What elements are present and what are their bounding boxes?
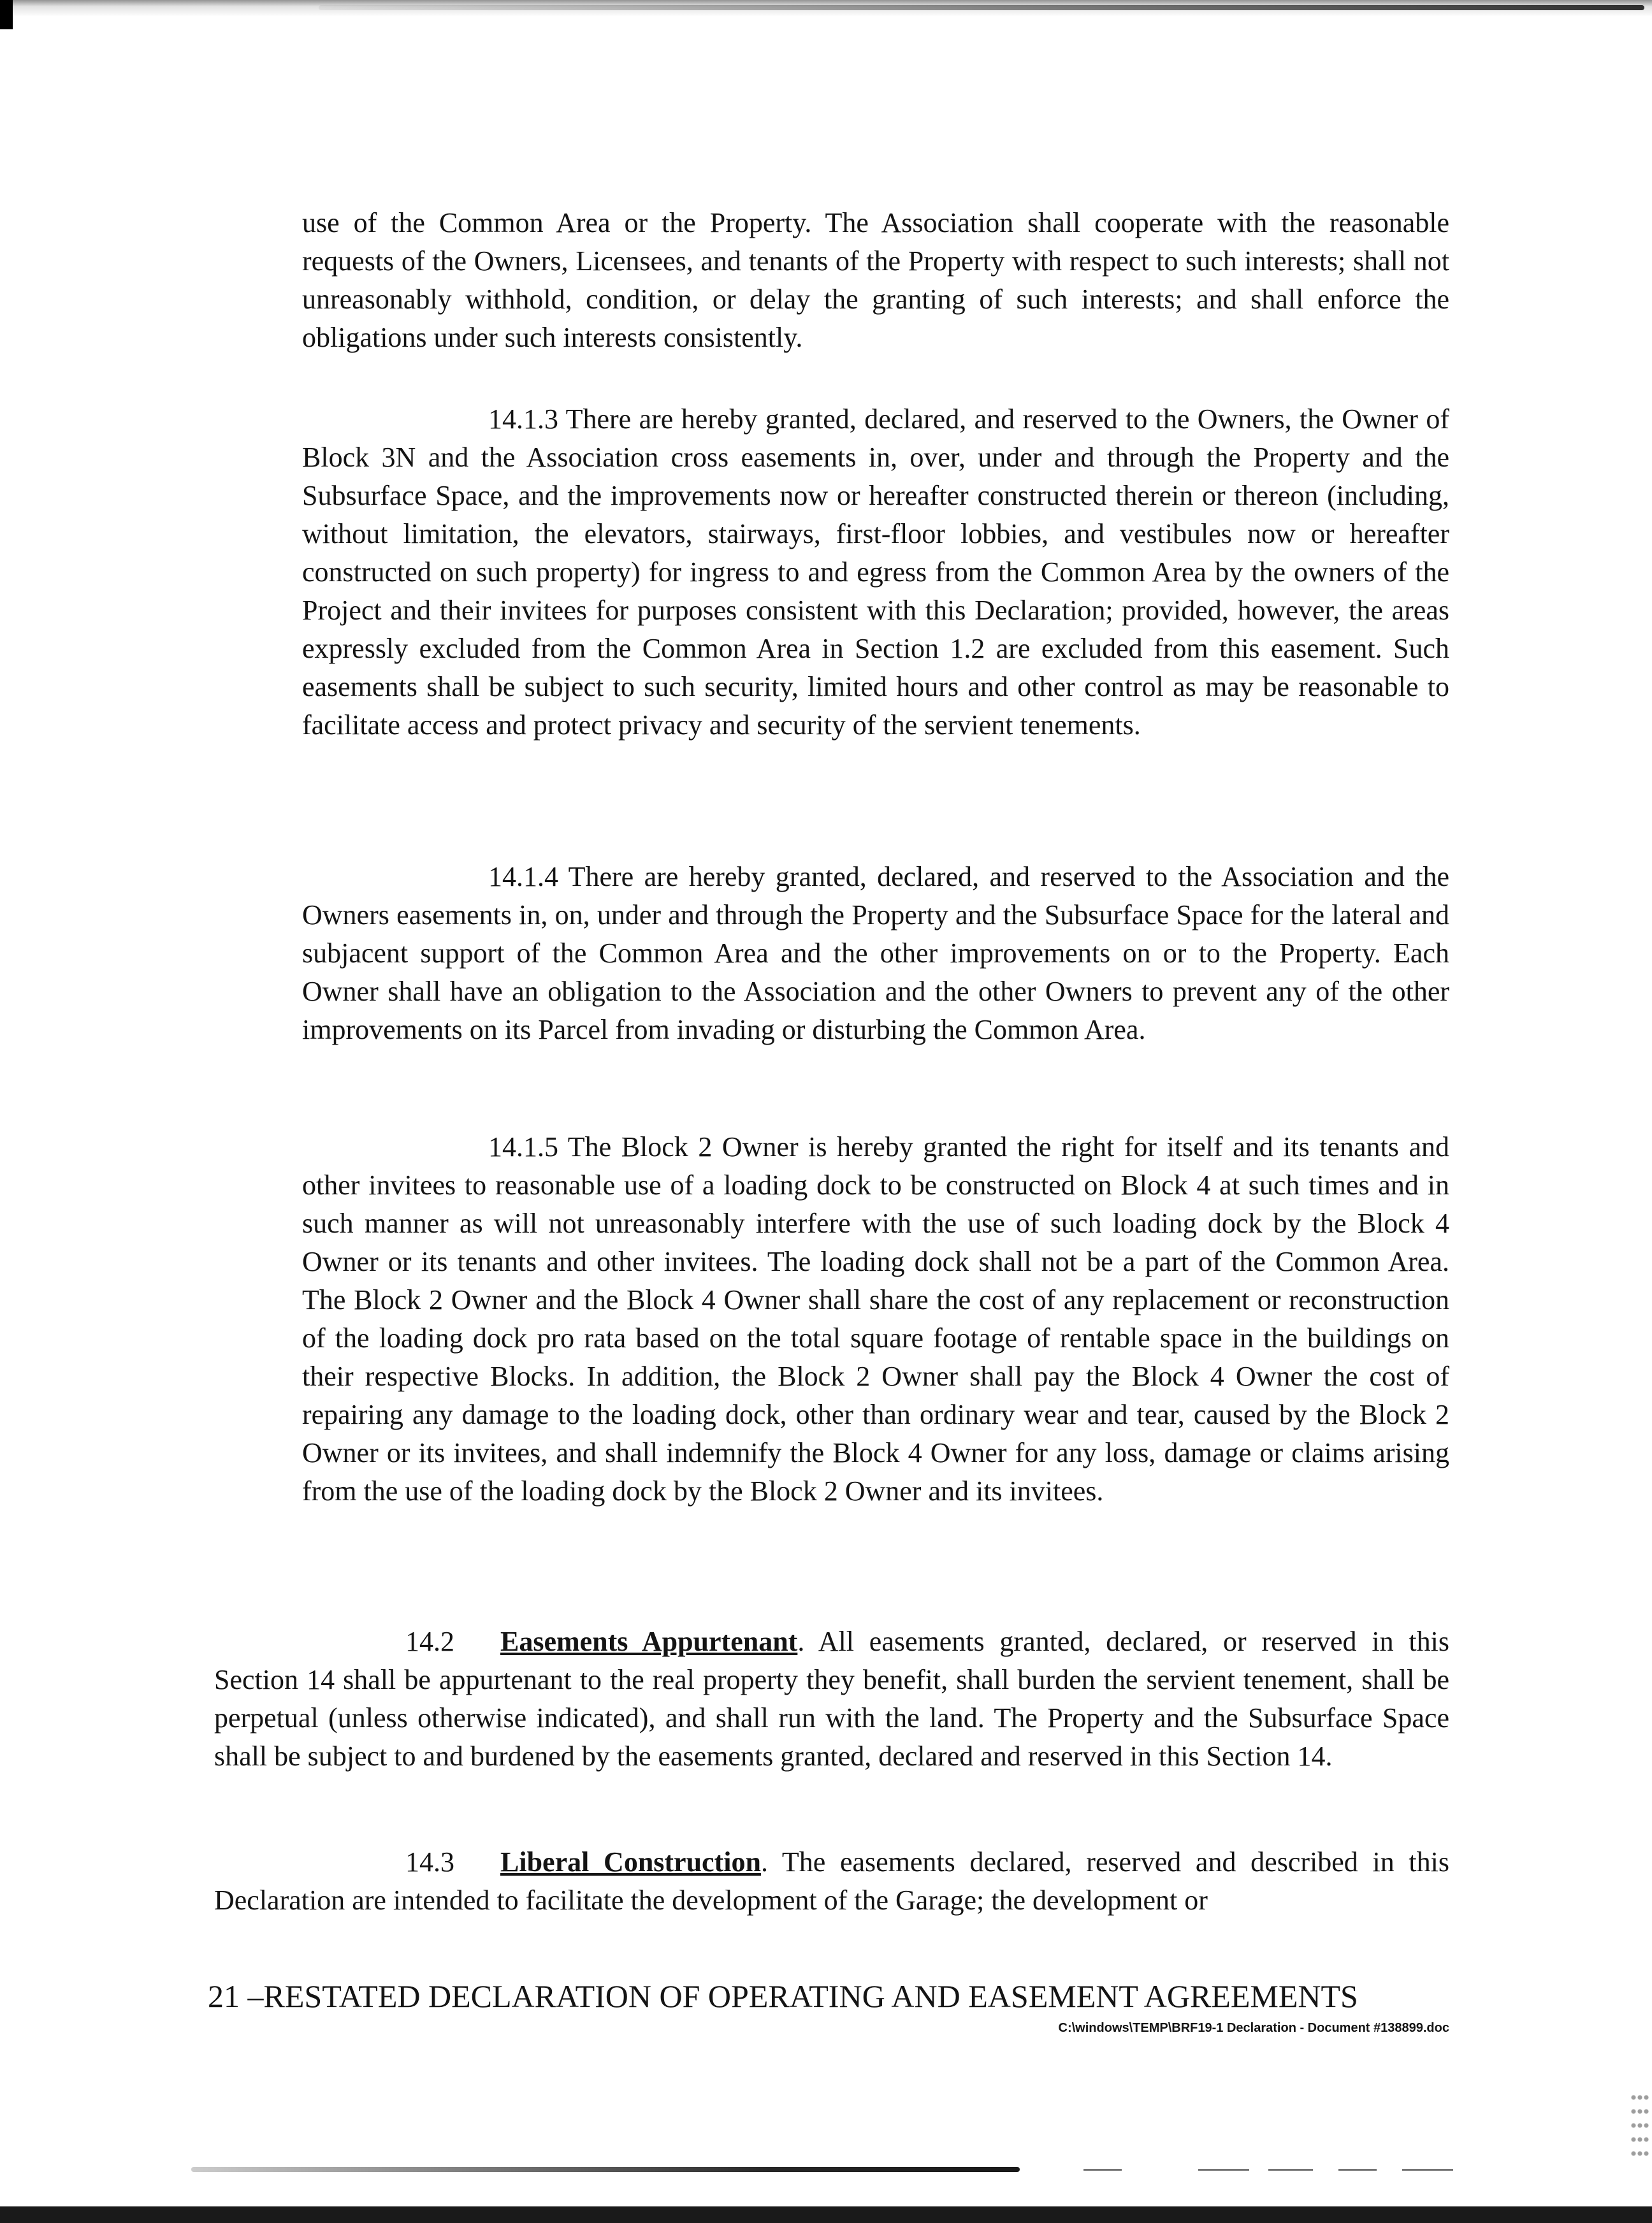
section-14-2 xyxy=(214,1623,1449,1776)
scan-dash xyxy=(1338,2169,1377,2171)
section-number: 14.3 xyxy=(405,1846,454,1878)
scan-dash xyxy=(1083,2169,1122,2171)
scan-dash xyxy=(1268,2169,1313,2171)
scan-top-streak xyxy=(319,5,1644,10)
scan-bottom-streak xyxy=(191,2167,1020,2172)
section-14-1-4 xyxy=(302,858,1449,1049)
page-footer-title: 21 –RESTATED DECLARATION OF OPERATING AND EASEMENT AGREEMENTS xyxy=(208,1978,1358,2014)
section-heading: Liberal Construction xyxy=(500,1846,761,1878)
scan-edge-specks xyxy=(1630,2090,1649,2161)
page-footer-file-path: C:\windows\TEMP\BRF19-1 Declaration - Document #138899.doc xyxy=(1058,2021,1449,2035)
section-text: There are hereby granted, declared, and reserved to the Owners, the Owner of Block 3N and the Association cross easements in, over, under and through the Property and the Subsurface Space, and the improvements now or hereafter constructed therein or thereon (including, without limitation, the elevators, stairways, first-floor lobbies, and vestibules now or hereafter constructed on such property) for ingress to and egress from the Common Area by the owners of the Project and their invitees for purposes consistent with this Declaration; provided, however, the areas expressly excluded from the Common Area in Section 1.2 are excluded from this easement. Such easements shall be subject to such security, limited hours and other control as may be reasonable to facilitate access and protect privacy and security of the servient tenements. xyxy=(302,403,1449,741)
section-number: 14.1.4 xyxy=(488,861,558,892)
section-text: . The easements declared, reserved and described in this Declaration are intended to facilitate the development of the Garage; the development or xyxy=(214,1846,1449,1916)
section-14-1-5 xyxy=(302,1128,1449,1510)
section-number: 14.1.3 xyxy=(488,403,558,435)
scan-top-edge xyxy=(0,0,1652,25)
section-heading: Easements Appurtenant xyxy=(500,1626,798,1657)
scan-dash xyxy=(1402,2169,1453,2171)
scan-bottom-edge xyxy=(0,2206,1652,2223)
section-number: 14.1.5 xyxy=(488,1131,558,1162)
scan-corner-mark xyxy=(0,0,13,29)
section-14-1-3 xyxy=(302,400,1449,744)
paragraph-continued-intro xyxy=(302,204,1449,357)
section-14-3 xyxy=(214,1843,1449,1920)
paragraph-intro-text: use of the Common Area or the Property. The Association shall cooperate with the reasonable requests of the Owners, Licensees, and tenants of the Property with respect to such interests; shall not unreasonably withhold, condition, or delay the granting of such interests; and shall enforce the obligations under such interests consistently. xyxy=(302,207,1449,353)
section-number: 14.2 xyxy=(405,1626,454,1657)
section-text: The Block 2 Owner is hereby granted the right for itself and its tenants and other invitees to reasonable use of a loading dock to be constructed on Block 4 at such times and in such manner as will not unreasonably interfere with the use of such loading dock by the Block 4 Owner or its tenants and other invitees. The loading dock shall not be a part of the Common Area. The Block 2 Owner and the Block 4 Owner shall share the cost of any replacement or reconstruction of the loading dock pro rata based on the total square footage of rentable space in the buildings on their respective Blocks. In addition, the Block 2 Owner shall pay the Block 4 Owner the cost of repairing any damage to the loading dock, other than ordinary wear and tear, caused by the Block 2 Owner or its invitees, and shall indemnify the Block 4 Owner for any loss, damage or claims arising from the use of the loading dock by the Block 2 Owner and its invitees. xyxy=(302,1131,1449,1507)
scan-dash xyxy=(1198,2169,1249,2171)
section-text: There are hereby granted, declared, and reserved to the Association and the Owners easements in, on, under and through the Property and the Subsurface Space for the lateral and subjacent support of the Common Area and the other improvements on or to the Property. Each Owner shall have an obligation to the Association and the other Owners to prevent any of the other improvements on its Parcel from invading or disturbing the Common Area. xyxy=(302,861,1449,1045)
section-text: . All easements granted, declared, or reserved in this Section 14 shall be appurtenant to the real property they benefit, shall burden the servient tenement, shall be perpetual (unless otherwise indicated), and shall run with the land. The Property and the Subsurface Space shall be subject to and burdened by the easements granted, declared and reserved in this Section 14. xyxy=(214,1626,1449,1772)
